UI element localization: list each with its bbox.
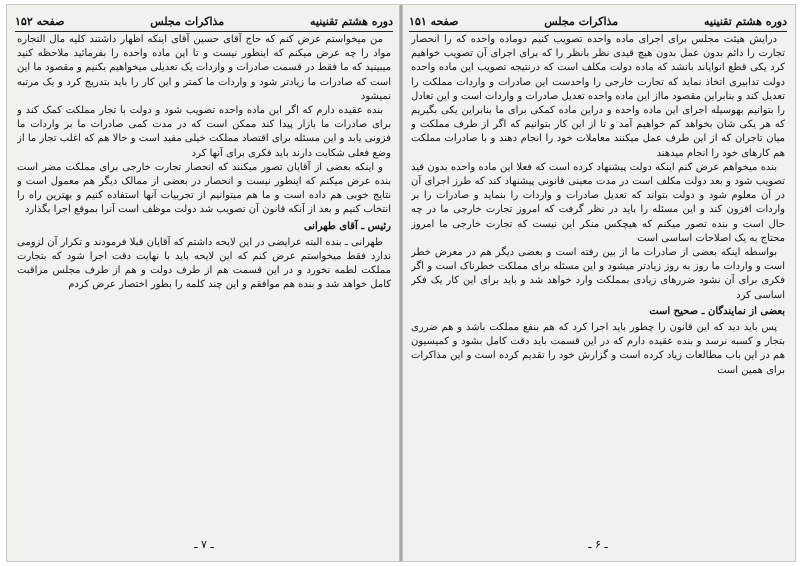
page-footer-number: ـ ۶ ـ bbox=[588, 538, 608, 551]
paragraph: درایش هیئت مجلس برای اجرای ماده واحده تصویب کنیم دوماده واحده که را انحصار تجارت را دائم بدون عمل بدون هیچ قیدی نظر بانظر را که برای اجرای آن تصویب خواهیم کرد یکی قطع انوایاند بانشد که ماده دولت مکلف است که درنتیجه تصویب این ماده واحده دولت تدابیری اتخاذ نماید که تجارت خارجی را واحدست این صادرات و واردات مملکت را تعدیل کند و بنابراین مقصود مااز این ماده واحده تعدیل صادرات و واردات است و این تعادل را بتوانیم بهوسیله اجرای این ماده واحده و دراین ماده کمکی برای ما بنابراین یکی بگیریم که هر یکی شان بخواهد کم خواهیم آمد و تا از این کار بتوانیم که اگر از طرف مملکت و میان تاجران که از این طرف عمل میکنند معاملات خود را انجام دهند و با صادرات مملکت هم کارهای خود را انجام میدهند bbox=[411, 34, 785, 159]
page-header bbox=[409, 11, 787, 32]
page-body bbox=[411, 33, 785, 531]
page-number-header: صفحه ۱۵۱ bbox=[409, 14, 459, 28]
journal-title: دوره هشتم تقنینیه bbox=[704, 14, 787, 28]
book-gutter bbox=[399, 5, 403, 561]
paragraph: پس باید دید که این قانون را چطور باید اجرا کرد که هم بنفع مملکت باشد و هم ضرری بتجار و کسبه نرسد و بنده عقیده دارم که در این قسمت باید دقت کامل بشود و کمیسیون هم در این باب مطالعات زیاد کرده است و گزارش خود را تقدیم کرده است و این مذاکرات برای همین است bbox=[411, 322, 785, 376]
speaker-line: بعضی از نمایندگان ـ صحیح است bbox=[649, 305, 785, 317]
paragraph: من میخواستم عرض کنم که حاج آقای حسین آقای اینکه اظهار داشتند کلیه مال التجاره مواد را چه عرض میکنم که اینطور نیست و تا این ماده واحده را بفرمائید ملاحظه کنید میبینید که ما فقط در قسمت صادرات و واردات یک تعدیلی میخواهیم بکنیم و مقصود ما این است که صادرات ما زیادتر شود و واردات ما کمتر و این کار را باید بتدریج کرد و یک مرتبه نمیشود bbox=[17, 34, 391, 102]
book-spread bbox=[6, 4, 796, 562]
page-footer-number: ـ ۷ ـ bbox=[194, 538, 214, 551]
section-title: مذاکرات مجلس bbox=[544, 14, 619, 28]
paragraph: طهرانی ـ بنده البته عرایضی در این لایحه داشتم که آقایان قبلا فرمودند و تکرار آن لزومی ندارد فقط میخواستم عرض کنم که این لایحه باید با نهایت دقت اجرا شود که بتجارت مملکت لطمه نخورد و در این قسمت هم از طرف دولت و هم از طرف مجلس مراقبت کامل خواهد شد و بنده هم موافقم و این چند کلمه را بطور اختصار عرض کردم bbox=[17, 236, 391, 291]
paragraph: بنده میخواهم عرض کنم اینکه دولت پیشنهاد کرده است که فعلا این ماده واحده بدون قید تصویب شود و بعد دولت مکلف است در مدت معینی قانونی پیشنهاد کند که طرز اجرای آن در آن معلوم شود و دولت بتواند که تعدیل صادرات و واردات را بنماید و صادرات را بر واردات افزون کند و این مسئله را باید در نظر گرفت که امروز تجارت خارجی ما در چه حال است و بنده تصور میکنم که هیچکس منکر این نیست که تجارت خارجی ما امروز محتاج به یک اصلاحات اساسی است bbox=[411, 161, 785, 244]
journal-title: دوره هشتم تقنینیه bbox=[310, 14, 393, 28]
page-right bbox=[405, 11, 791, 553]
paragraph: بنده عقیده دارم که اگر این ماده واحده تصویب شود و دولت با تجار مملکت کمک کند و برای صادرات ما بازار پیدا کند ممکن است که در مدت کمی صادرات ما بر واردات ما فزونی یابد و این مسئله برای اقتصاد مملکت خیلی مفید است و حالا هم که اغلب تجار ما از وضع فعلی شکایت دارند باید فکری برای آنها کرد bbox=[17, 105, 391, 159]
section-title: مذاکرات مجلس bbox=[150, 14, 225, 28]
speaker-line: رئیس ـ آقای طهرانی bbox=[303, 220, 391, 232]
paragraph: و اینکه بعضی از آقایان تصور میکنند که انحصار تجارت خارجی برای مملکت مضر است بنده عرض میکنم که اینطور نیست و انحصار در بعضی از ممالک دیگر هم معمول است و نتایج خوبی هم داده است و ما هم میتوانیم از تجربیات آنها استفاده کنیم و بهترین راه را انتخاب کنیم و بعد از آنکه قانون آن تصویب شد دولت موظف است آنرا بموقع اجرا بگذارد bbox=[17, 161, 391, 216]
page-number-header: صفحه ۱۵۲ bbox=[15, 14, 65, 28]
paragraph: بواسطه اینکه بعضی از صادرات ما از بین رفته است و بعضی دیگر هم در معرض خطر است و واردات ما روز به روز زیادتر میشود و این مسئله برای مملکت خطرناک است و اگر فکری برای آن نشود ضررهای زیادی بمملکت وارد خواهد شد و باید برای این کار یک فکر اساسی کرد bbox=[411, 247, 785, 301]
page-header bbox=[15, 11, 393, 32]
page-body bbox=[17, 33, 391, 531]
page-left bbox=[11, 11, 397, 553]
